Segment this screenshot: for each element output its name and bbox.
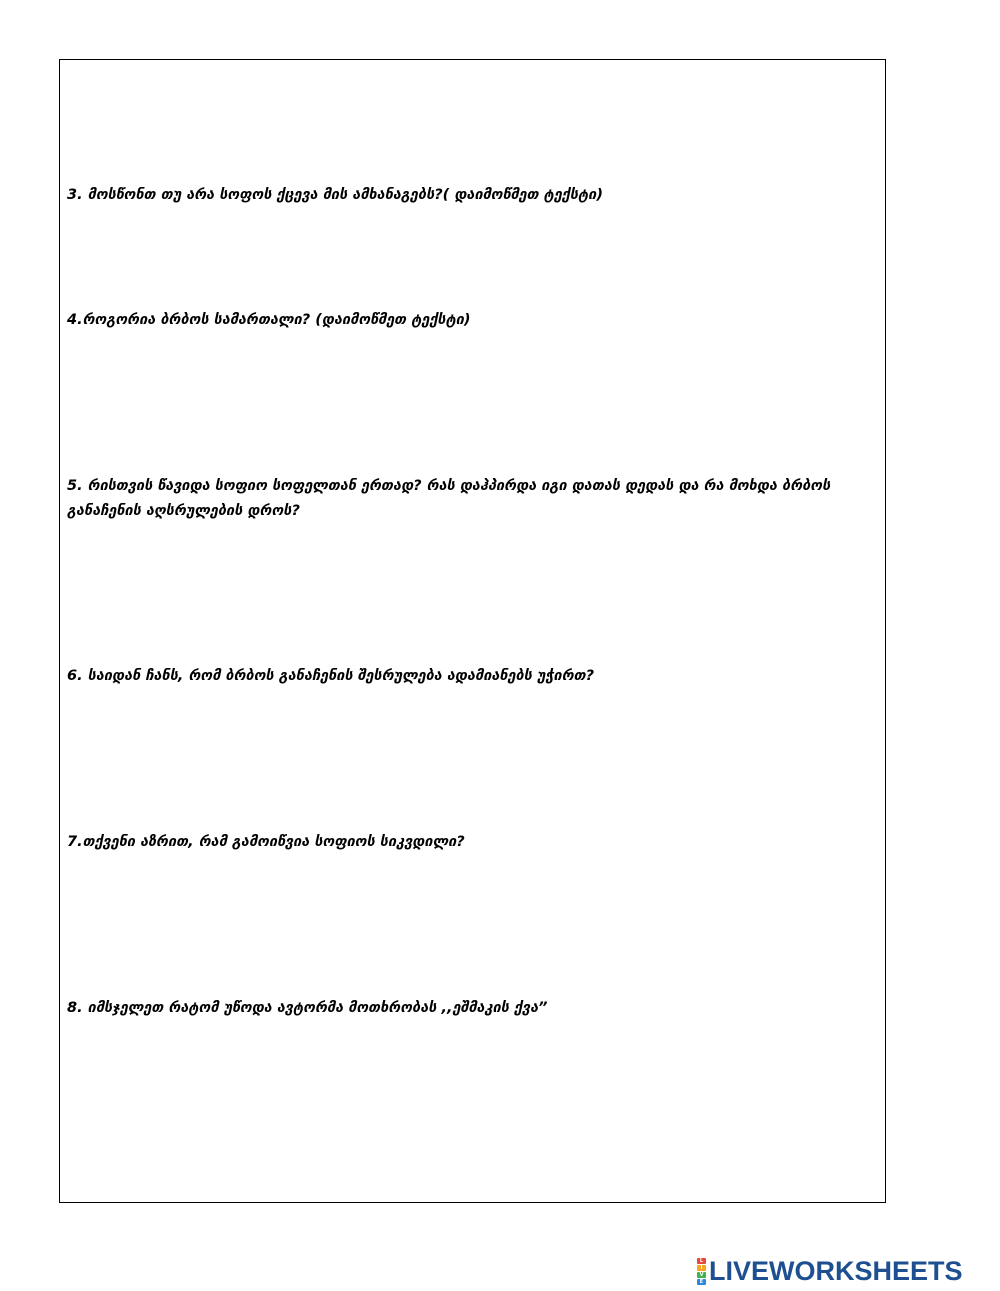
logo-block-l: L [697, 1258, 706, 1264]
question-5: 5. რისთვის წავიდა სოფიო სოფელთან ერთად? რას დაჰპირდა იგი დათას დედას და რა მოხდა ბრბოს განაჩენის აღსრულების დროს? [67, 478, 831, 519]
question-6: 6. საიდან ჩანს, რომ ბრბოს განაჩენის შესრულება ადამიანებს უჭირთ? [67, 668, 595, 684]
worksheet-border [59, 59, 886, 1203]
liveworksheets-logo[interactable] [697, 1256, 963, 1286]
logo-block-v: V [697, 1272, 706, 1278]
logo-blocks-icon [697, 1258, 706, 1285]
logo-block-i: I [697, 1265, 706, 1271]
question-7: 7.თქვენი აზრით, რამ გამოიწვია სოფიოს სიკვდილი? [67, 834, 465, 850]
logo-text: LIVEWORKSHEETS [709, 1256, 963, 1286]
question-4: 4.როგორია ბრბოს სამართალი? (დაიმოწმეთ ტექსტი) [67, 312, 471, 328]
logo-block-e: E [697, 1279, 706, 1285]
question-3: 3. მოსწონთ თუ არა სოფოს ქცევა მის ამხანაგებს?( დაიმოწმეთ ტექსტი) [67, 187, 603, 203]
question-8: 8. იმსჯელეთ რატომ უწოდა ავტორმა მოთხრობას ,,ეშმაკის ქვა” [67, 1000, 548, 1016]
